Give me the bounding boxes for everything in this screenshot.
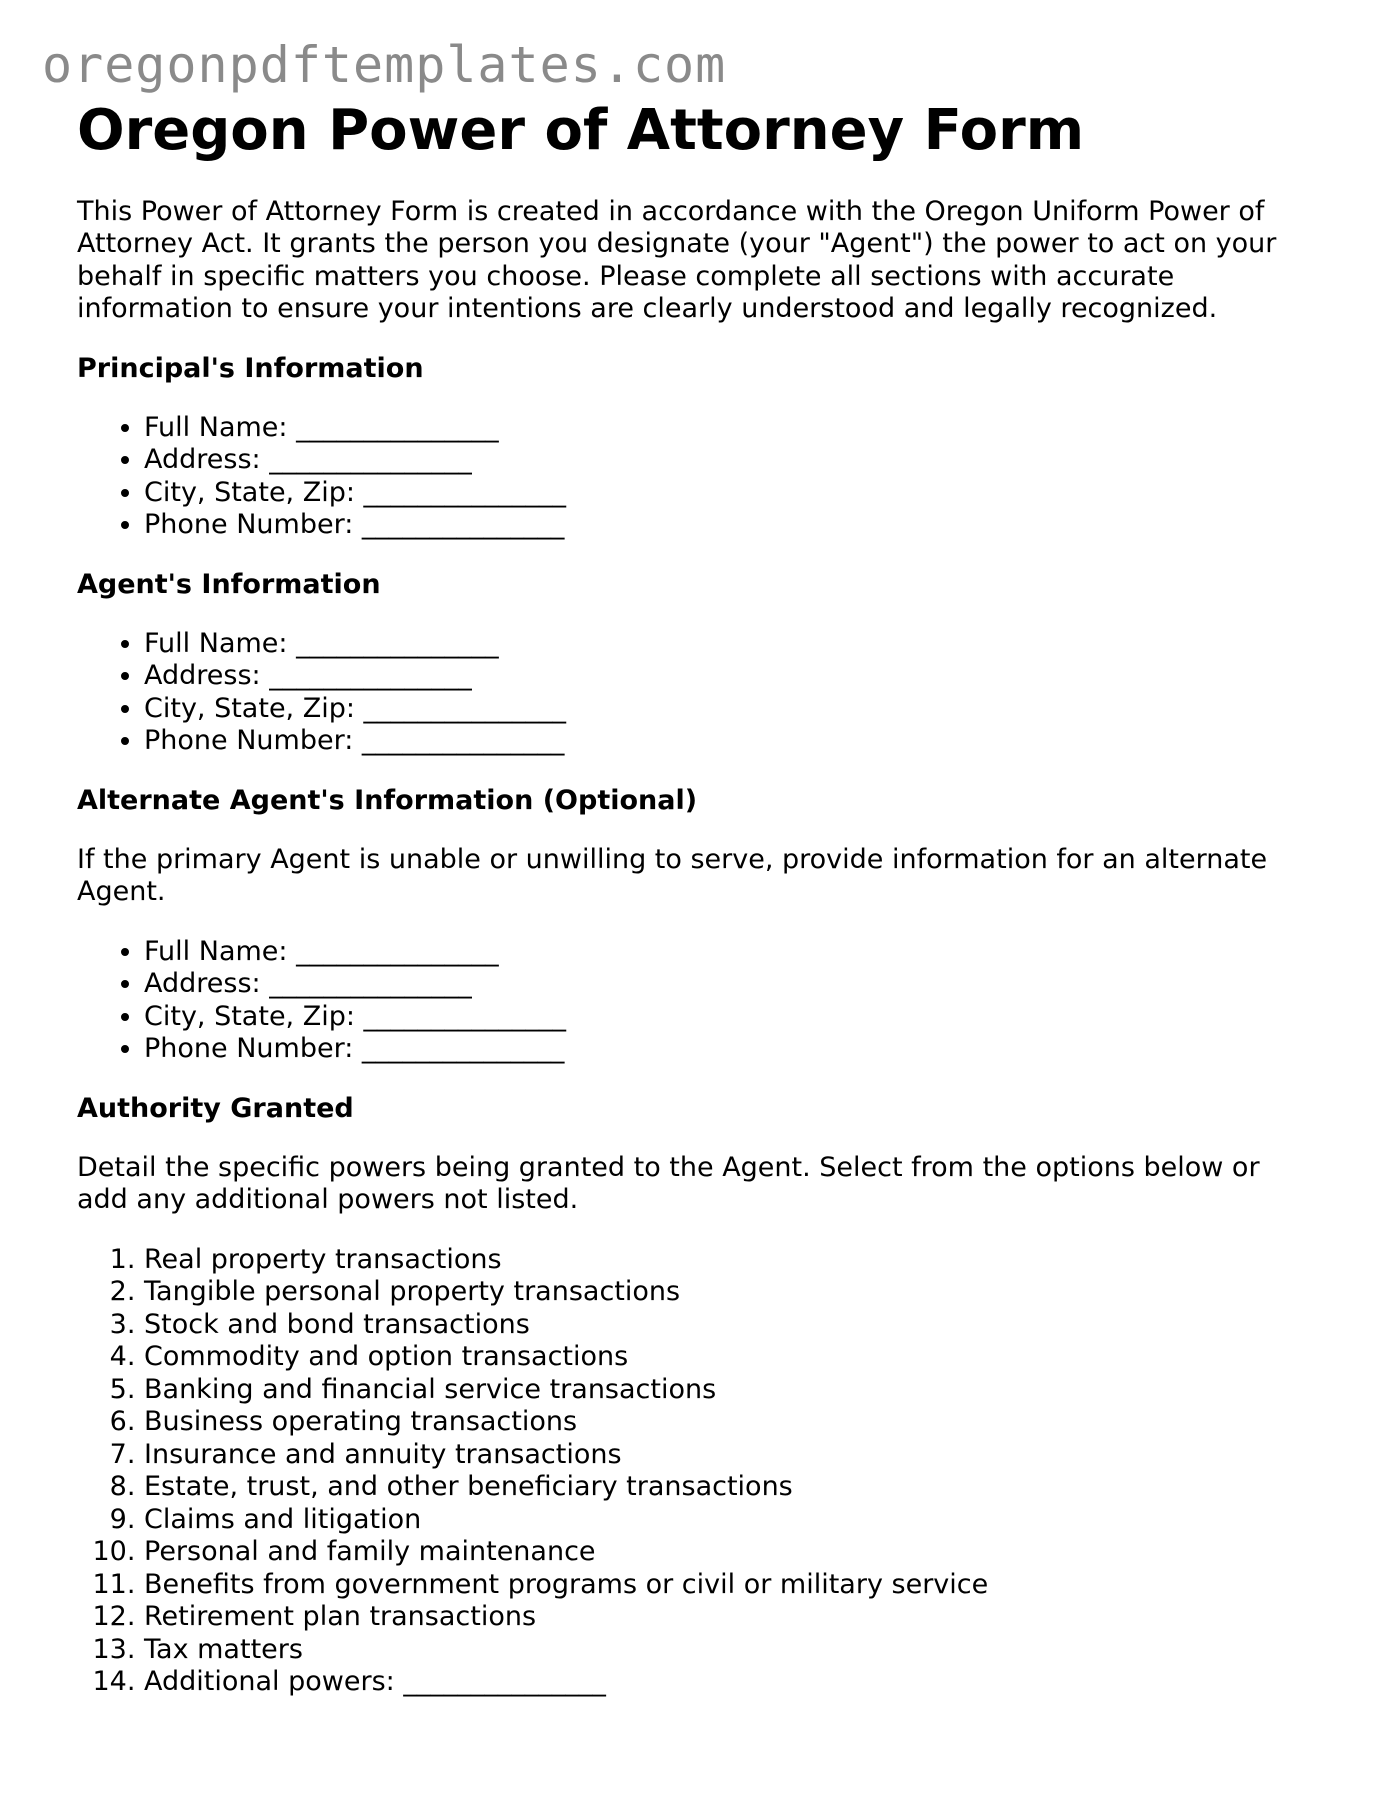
document-body xyxy=(77,100,1317,1726)
power-item: 3. Stock and bond transactions xyxy=(144,1309,1317,1342)
agent-heading: Agent's Information xyxy=(77,568,381,600)
power-item: 12. Retirement plan transactions xyxy=(144,1601,1317,1634)
power-item: 6. Business operating transactions xyxy=(144,1406,1317,1439)
power-item: 10. Personal and family maintenance xyxy=(144,1536,1317,1569)
power-item: 4. Commodity and option transactions xyxy=(144,1341,1317,1374)
power-item: 2. Tangible personal property transactions xyxy=(144,1276,1317,1309)
power-item-additional: 14. Additional powers: _______________ xyxy=(144,1666,1317,1699)
power-item: 7. Insurance and annuity transactions xyxy=(144,1439,1317,1472)
alternate-description: If the primary Agent is unable or unwilling to serve, provide information for an alternate Agent. xyxy=(77,843,1268,908)
agent-city-state-zip: • City, State, Zip: _______________ xyxy=(144,693,1317,726)
authority-heading: Authority Granted xyxy=(77,1092,354,1124)
alternate-full-name: • Full Name: _______________ xyxy=(144,936,1317,969)
powers-list xyxy=(77,1244,1317,1699)
agent-full-name: • Full Name: _______________ xyxy=(144,628,1317,661)
page-title: Oregon Power of Attorney Form xyxy=(77,98,1085,163)
authority-description: Detail the specific powers being granted to the Agent. Select from the options below or add any additional powers not listed. xyxy=(77,1151,1260,1216)
alternate-fields xyxy=(77,936,1317,1066)
agent-phone: • Phone Number: _______________ xyxy=(144,725,1317,758)
agent-address: • Address: _______________ xyxy=(144,660,1317,693)
power-item: 9. Claims and litigation xyxy=(144,1504,1317,1537)
principal-city-state-zip: • City, State, Zip: _______________ xyxy=(144,477,1317,510)
alternate-city-state-zip: • City, State, Zip: _______________ xyxy=(144,1001,1317,1034)
power-item: 8. Estate, trust, and other beneficiary transactions xyxy=(144,1471,1317,1504)
power-item: 5. Banking and financial service transactions xyxy=(144,1374,1317,1407)
alternate-heading: Alternate Agent's Information (Optional) xyxy=(77,784,698,816)
power-item: 11. Benefits from government programs or civil or military service xyxy=(144,1569,1317,1602)
alternate-phone: • Phone Number: _______________ xyxy=(144,1033,1317,1066)
watermark: oregonpdftemplates.com xyxy=(42,36,727,94)
principal-address: • Address: _______________ xyxy=(144,444,1317,477)
alternate-address: • Address: _______________ xyxy=(144,968,1317,1001)
principal-full-name: • Full Name: _______________ xyxy=(144,412,1317,445)
principal-heading: Principal's Information xyxy=(77,352,424,384)
power-item: 13. Tax matters xyxy=(144,1634,1317,1667)
intro-paragraph: This Power of Attorney Form is created in accordance with the Oregon Uniform Power of Attorney Act. It grants the person you designate (your "Agent") the power to act on your behalf in specific matters you choose. Please complete all sections with accurate information to ensure your intentions are clearly understood and legally recognized. xyxy=(77,195,1277,325)
principal-fields xyxy=(77,412,1317,542)
power-item: 1. Real property transactions xyxy=(144,1244,1317,1277)
agent-fields xyxy=(77,628,1317,758)
principal-phone: • Phone Number: _______________ xyxy=(144,509,1317,542)
